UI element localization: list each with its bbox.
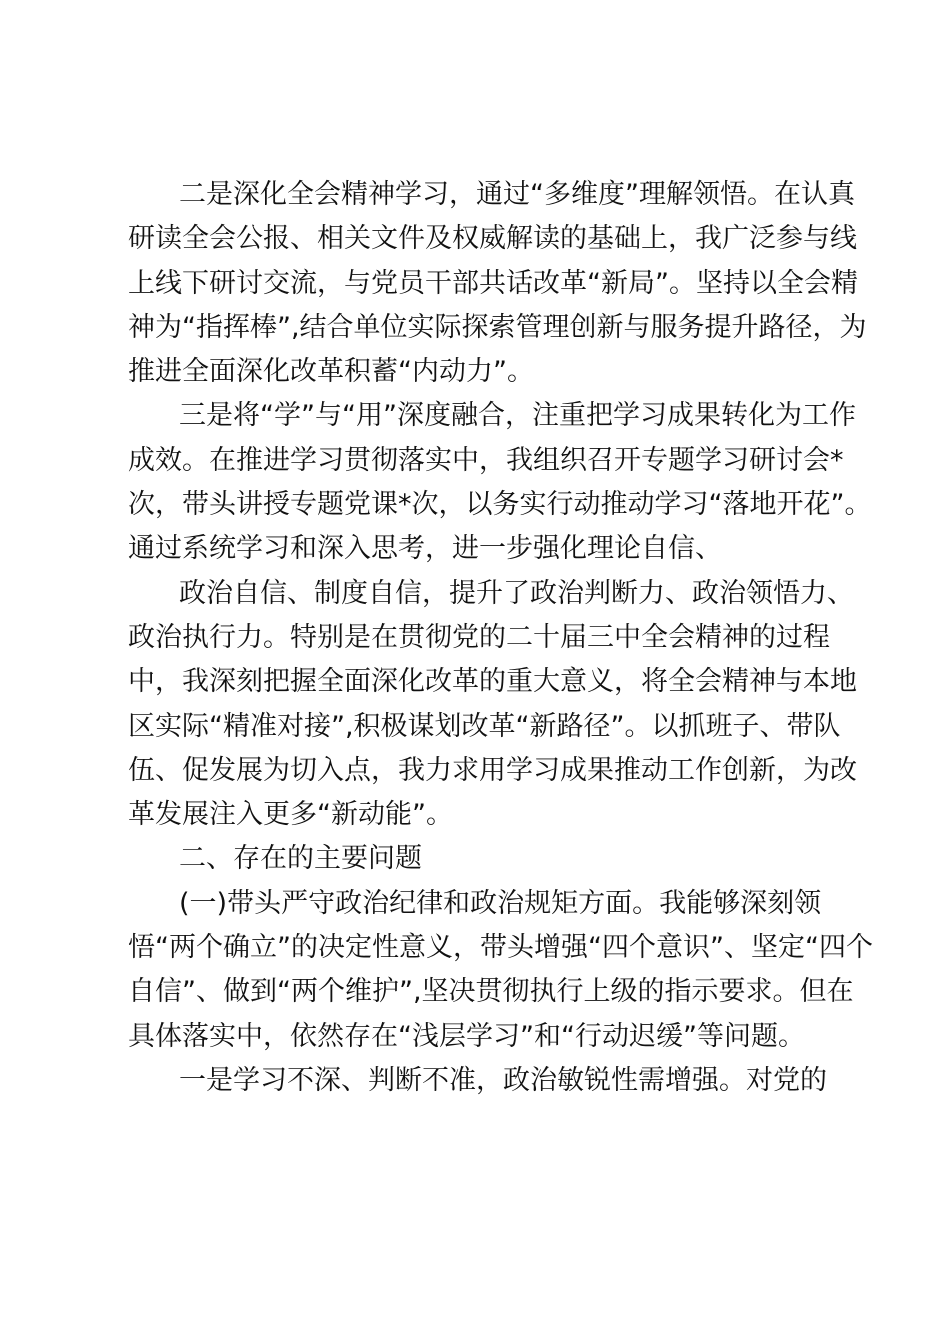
text-line: 上线下研讨交流，与党员干部共话改革“新局”。坚持以全会精 [128, 267, 858, 299]
text-line: 具体落实中，依然存在“浅层学习”和“行动迟缓”等问题。 [128, 1020, 805, 1052]
text-line: 自信”、做到“两个维护”,坚决贯彻执行上级的指示要求。但在 [128, 976, 854, 1008]
text-line: 三是将“学”与“用”深度融合，注重把学习成果转化为工作 [179, 400, 856, 432]
text-line: 一是学习不深、判断不准，政治敏锐性需增强。对党的 [179, 1064, 827, 1096]
text-line: 通过系统学习和深入思考，进一步强化理论自信、 [128, 533, 722, 565]
text-line: 成效。在推进学习贯彻落实中，我组织召开专题学习研讨会* [128, 444, 844, 476]
text-line: 政治执行力。特别是在贯彻党的二十届三中全会精神的过程 [128, 621, 830, 653]
document-body [128, 173, 873, 1103]
text-line: 次，带头讲授专题党课*次，以务实行动推动学习“落地开花”。 [128, 489, 872, 521]
text-line: 推进全面深化改革积蓄“内动力”。 [128, 356, 534, 388]
text-line: 悟“两个确立”的决定性意义，带头增强“四个意识”、坚定“四个 [128, 932, 873, 964]
text-line: 政治自信、制度自信，提升了政治判断力、政治领悟力、 [179, 577, 854, 609]
text-line: 中，我深刻把握全面深化改革的重大意义，将全会精神与本地 [128, 666, 857, 698]
text-line: 区实际“精准对接”,积极谋划改革“新路径”。以抓班子、带队 [128, 710, 841, 742]
section-heading: 二、存在的主要问题 [179, 843, 422, 875]
text-line: 神为“指挥棒”,结合单位实际探索管理创新与服务提升路径，为 [128, 311, 867, 343]
text-line: 革发展注入更多“新动能”。 [128, 799, 453, 831]
text-line: 伍、促发展为切入点，我力求用学习成果推动工作创新，为改 [128, 754, 857, 786]
text-line: (一)带头严守政治纪律和政治规矩方面。我能够深刻领 [179, 887, 822, 919]
text-line: 二是深化全会精神学习，通过“多维度”理解领悟。在认真 [179, 179, 855, 210]
text-line: 研读全会公报、相关文件及权威解读的基础上，我广泛参与线 [128, 223, 857, 255]
